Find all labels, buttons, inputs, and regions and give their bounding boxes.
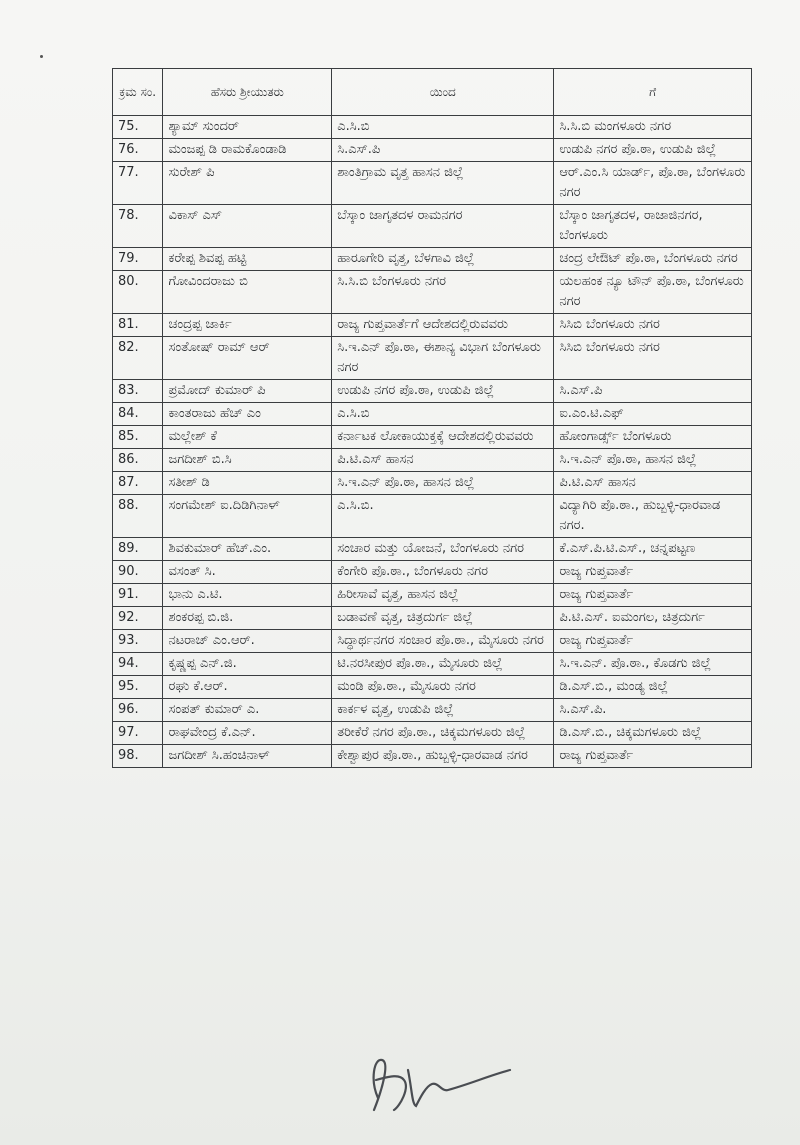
name-cell: ಸಂತೋಷ್ ರಾಮ್ ಆರ್ [163,337,332,380]
from-cell: ಸಿ.ಇ.ಎನ್ ಪೊ.ಠಾ, ಈಶಾನ್ಯ ವಿಭಾಗ ಬೆಂಗಳೂರು ನಗರ [332,337,554,380]
name-cell: ಚಂದ್ರಪ್ಪ ಜಾರ್ಕಿ [163,314,332,337]
table-row [113,248,752,271]
name-cell: ಸಂಗಮೇಶ್ ಐ.ದಿಡಿಗಿನಾಳ್ [163,495,332,538]
serial-no-cell: 93. [113,630,163,653]
from-cell: ಸಿದ್ಧಾರ್ಥನಗರ ಸಂಚಾರ ಪೊ.ಠಾ., ಮೈಸೂರು ನಗರ [332,630,554,653]
to-cell: ಡಿ.ಎಸ್.ಬಿ., ಮಂಡ್ಯ ಜಿಲ್ಲೆ [554,676,752,699]
from-cell: ಶಾಂತಿಗ್ರಾಮ ವೃತ್ತ ಹಾಸನ ಜಿಲ್ಲೆ [332,162,554,205]
serial-no-cell: 76. [113,139,163,162]
name-cell: ಕಾಂತರಾಜು ಹೆಚ್ ಎಂ [163,403,332,426]
from-cell: ಹಿರೀಸಾವೆ ವೃತ್ತ, ಹಾಸನ ಜಿಲ್ಲೆ [332,584,554,607]
header-from: ಯಿಂದ [332,69,554,116]
serial-no-cell: 92. [113,607,163,630]
table-row [113,403,752,426]
from-cell: ಸಂಚಾರ ಮತ್ತು ಯೋಜನೆ, ಬೆಂಗಳೂರು ನಗರ [332,538,554,561]
serial-no-cell: 83. [113,380,163,403]
from-cell: ಎ.ಸಿ.ಬಿ [332,116,554,139]
table-row [113,205,752,248]
to-cell: ಸಿ.ಸಿ.ಬಿ ಮಂಗಳೂರು ನಗರ [554,116,752,139]
serial-no-cell: 98. [113,745,163,768]
from-cell: ಕೇಶ್ವಾಪುರ ಪೊ.ಠಾ., ಹುಬ್ಬಳ್ಳಿ-ಧಾರವಾಡ ನಗರ [332,745,554,768]
from-cell: ಉಡುಪಿ ನಗರ ಪೊ.ಠಾ, ಉಡುಪಿ ಜಿಲ್ಲೆ [332,380,554,403]
name-cell: ನಟರಾಜ್ ಎಂ.ಆರ್. [163,630,332,653]
serial-no-cell: 81. [113,314,163,337]
table-row [113,139,752,162]
to-cell: ಸಿಸಿಬಿ ಬೆಂಗಳೂರು ನಗರ [554,314,752,337]
from-cell: ಬೆಸ್ಕಾಂ ಜಾಗೃತದಳ ರಾಮನಗರ [332,205,554,248]
from-cell: ಬಡಾವಣೆ ವೃತ್ತ, ಚಿತ್ರದುರ್ಗ ಜಿಲ್ಲೆ [332,607,554,630]
to-cell: ಐ.ಎಂ.ಟಿ.ಎಫ್ [554,403,752,426]
serial-no-cell: 87. [113,472,163,495]
table-row [113,676,752,699]
from-cell: ಎ.ಸಿ.ಬಿ. [332,495,554,538]
serial-no-cell: 95. [113,676,163,699]
from-cell: ಹಾರೂಗೇರಿ ವೃತ್ತ, ಬೆಳಗಾವಿ ಜಿಲ್ಲೆ [332,248,554,271]
from-cell: ಟಿ.ನರಸೀಪುರ ಪೊ.ಠಾ., ಮೈಸೂರು ಜಿಲ್ಲೆ [332,653,554,676]
header-row [113,69,752,116]
header-to: ಗೆ [554,69,752,116]
table-row [113,162,752,205]
serial-no-cell: 75. [113,116,163,139]
name-cell: ಶ್ಯಾಮ್ ಸುಂದರ್ [163,116,332,139]
serial-no-cell: 97. [113,722,163,745]
name-cell: ಜಗದೀಶ್ ಸಿ.ಹಂಚಿನಾಳ್ [163,745,332,768]
name-cell: ಸತೀಶ್ ಡಿ [163,472,332,495]
table-row [113,380,752,403]
table-body [113,116,752,768]
table-row [113,699,752,722]
to-cell: ವಿದ್ಯಾಗಿರಿ ಪೊ.ಠಾ., ಹುಬ್ಬಳ್ಳಿ-ಧಾರವಾಡ ನಗರ. [554,495,752,538]
name-cell: ಸಂಪತ್ ಕುಮಾರ್ ಎ. [163,699,332,722]
serial-no-cell: 84. [113,403,163,426]
serial-no-cell: 90. [113,561,163,584]
header-serial-no: ಕ್ರಮ ಸಂ. [113,69,163,116]
table-row [113,314,752,337]
to-cell: ಚಂದ್ರ ಲೇಔಟ್ ಪೊ.ಠಾ, ಬೆಂಗಳೂರು ನಗರ [554,248,752,271]
table-row [113,607,752,630]
name-cell: ಕರೇಪ್ಪ ಶಿವಪ್ಪ ಹಟ್ಟಿ [163,248,332,271]
name-cell: ಗೋವಿಂದರಾಜು ಬಿ [163,271,332,314]
from-cell: ಎ.ಸಿ.ಬಿ [332,403,554,426]
to-cell: ರಾಜ್ಯ ಗುಪ್ತವಾರ್ತೆ [554,745,752,768]
from-cell: ಕಾರ್ಕಳ ವೃತ್ತ, ಉಡುಪಿ ಜಿಲ್ಲೆ [332,699,554,722]
to-cell: ರಾಜ್ಯ ಗುಪ್ತವಾರ್ತೆ [554,630,752,653]
to-cell: ಸಿ.ಎಸ್.ಪಿ [554,380,752,403]
from-cell: ಕೆಂಗೇರಿ ಪೊ.ಠಾ., ಬೆಂಗಳೂರು ನಗರ [332,561,554,584]
to-cell: ಸಿ.ಎಸ್.ಪಿ. [554,699,752,722]
from-cell: ಸಿ.ಇ.ಎನ್ ಪೊ.ಠಾ, ಹಾಸನ ಜಿಲ್ಲೆ [332,472,554,495]
name-cell: ವಿಕಾಸ್ ಎಸ್ [163,205,332,248]
transfer-table [112,68,752,768]
table-row [113,722,752,745]
from-cell: ಮಂಡಿ ಪೊ.ಠಾ., ಮೈಸೂರು ನಗರ [332,676,554,699]
to-cell: ಡಿ.ಎಸ್.ಬಿ., ಚಿಕ್ಕಮಗಳೂರು ಜಿಲ್ಲೆ [554,722,752,745]
name-cell: ಸುರೇಶ್ ಪಿ [163,162,332,205]
name-cell: ಭಾನು ಎ.ಟಿ. [163,584,332,607]
table-row [113,472,752,495]
to-cell: ರಾಜ್ಯ ಗುಪ್ತವಾರ್ತೆ [554,561,752,584]
serial-no-cell: 96. [113,699,163,722]
name-cell: ಮಲ್ಲೇಶ್ ಕೆ [163,426,332,449]
from-cell: ಪಿ.ಟಿ.ಎಸ್ ಹಾಸನ [332,449,554,472]
table-row [113,495,752,538]
to-cell: ಪಿ.ಟಿ.ಎಸ್ ಹಾಸನ [554,472,752,495]
table-row [113,538,752,561]
name-cell: ಶಿವಕುಮಾರ್ ಹೆಚ್.ಎಂ. [163,538,332,561]
to-cell: ಆರ್.ಎಂ.ಸಿ ಯಾರ್ಡ್, ಪೊ.ಠಾ, ಬೆಂಗಳೂರು ನಗರ [554,162,752,205]
table-row [113,653,752,676]
serial-no-cell: 78. [113,205,163,248]
serial-no-cell: 82. [113,337,163,380]
signature [360,1040,520,1120]
to-cell: ರಾಜ್ಯ ಗುಪ್ತವಾರ್ತೆ [554,584,752,607]
table-row [113,426,752,449]
table-row [113,449,752,472]
to-cell: ಪಿ.ಟಿ.ಎಸ್. ಐಮಂಗಲ, ಚಿತ್ರದುರ್ಗ [554,607,752,630]
to-cell: ಉಡುಪಿ ನಗರ ಪೊ.ಠಾ, ಉಡುಪಿ ಜಿಲ್ಲೆ [554,139,752,162]
to-cell: ಕೆ.ಎಸ್.ಪಿ.ಟಿ.ಎಸ್., ಚನ್ನಪಟ್ಟಣ [554,538,752,561]
name-cell: ರಾಘವೇಂದ್ರ ಕೆ.ಎನ್. [163,722,332,745]
to-cell: ಯಲಹಂಕ ನ್ಯೂ ಟೌನ್ ಪೊ.ಠಾ, ಬೆಂಗಳೂರು ನಗರ [554,271,752,314]
table-row [113,630,752,653]
table-row [113,561,752,584]
serial-no-cell: 91. [113,584,163,607]
name-cell: ಮಂಜಪ್ಪ ಡಿ ರಾಮಕೊಂಡಾಡಿ [163,139,332,162]
serial-no-cell: 85. [113,426,163,449]
serial-no-cell: 89. [113,538,163,561]
serial-no-cell: 79. [113,248,163,271]
to-cell: ಬೆಸ್ಕಾಂ ಜಾಗೃತದಳ, ರಾಜಾಜಿನಗರ, ಬೆಂಗಳೂರು [554,205,752,248]
from-cell: ಸಿ.ಎಸ್.ಪಿ [332,139,554,162]
serial-no-cell: 77. [113,162,163,205]
name-cell: ವಸಂತ್ ಸಿ. [163,561,332,584]
serial-no-cell: 80. [113,271,163,314]
serial-no-cell: 94. [113,653,163,676]
serial-no-cell: 86. [113,449,163,472]
from-cell: ತರೀಕೆರೆ ನಗರ ಪೊ.ಠಾ., ಚಿಕ್ಕಮಗಳೂರು ಜಿಲ್ಲೆ [332,722,554,745]
name-cell: ಶಂಕರಪ್ಪ ಬಿ.ಜಿ. [163,607,332,630]
to-cell: ಸಿ.ಇ.ಎನ್. ಪೊ.ಠಾ., ಕೊಡಗು ಜಿಲ್ಲೆ [554,653,752,676]
to-cell: ಸಿಸಿಬಿ ಬೆಂಗಳೂರು ನಗರ [554,337,752,380]
table-row [113,337,752,380]
table-row [113,745,752,768]
name-cell: ಜಗದೀಶ್ ಬಿ.ಸಿ [163,449,332,472]
name-cell: ಕೃಷ್ಣಪ್ಪ ಎನ್.ಜಿ. [163,653,332,676]
to-cell: ಸಿ.ಇ.ಎನ್ ಪೊ.ಠಾ, ಹಾಸನ ಜಿಲ್ಲೆ [554,449,752,472]
table-row [113,584,752,607]
from-cell: ರಾಜ್ಯ ಗುಪ್ತವಾರ್ತೆಗೆ ಆದೇಶದಲ್ಲಿರುವವರು [332,314,554,337]
speck [40,55,43,58]
header-name: ಹೆಸರು ಶ್ರೀಯುತರು [163,69,332,116]
from-cell: ಕರ್ನಾಟಕ ಲೋಕಾಯುಕ್ತಕ್ಕೆ ಆದೇಶದಲ್ಲಿರುವವರು [332,426,554,449]
to-cell: ಹೋಂಗಾರ್ಡ್ಸ್ ಬೆಂಗಳೂರು [554,426,752,449]
table-row [113,116,752,139]
serial-no-cell: 88. [113,495,163,538]
table-row [113,271,752,314]
name-cell: ರಘು ಕೆ.ಆರ್. [163,676,332,699]
from-cell: ಸಿ.ಸಿ.ಬಿ ಬೆಂಗಳೂರು ನಗರ [332,271,554,314]
name-cell: ಪ್ರಮೋದ್ ಕುಮಾರ್ ಪಿ [163,380,332,403]
